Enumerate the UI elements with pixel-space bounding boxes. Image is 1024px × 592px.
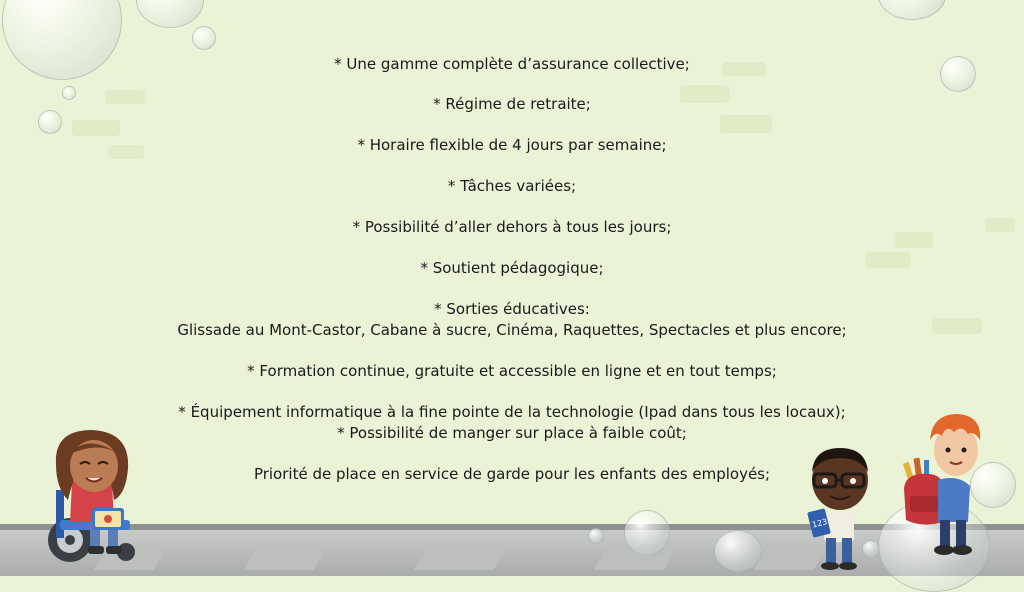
benefit-line: * Possibilité d’aller dehors à tous les jours; — [352, 218, 672, 236]
benefit-line: * Tâches variées; — [447, 177, 577, 195]
benefit-line: * Possibilité de manger sur place à faible coût; — [337, 424, 687, 442]
bubble-icon — [192, 26, 216, 50]
benefit-line: * Formation continue, gratuite et accessible en ligne et en tout temps; — [247, 362, 777, 380]
benefit-line: * Une gamme complète d’assurance collective; — [334, 55, 690, 73]
benefit-line: Glissade au Mont-Castor, Cabane à sucre, Cinéma, Raquettes, Spectacles et plus encore; — [177, 321, 847, 339]
boy-with-backpack-icon — [898, 410, 994, 560]
benefit-line: * Régime de retraite; — [433, 95, 591, 113]
benefit-line: Priorité de place en service de garde pour les enfants des employés; — [253, 465, 771, 483]
bubble-icon — [624, 510, 670, 556]
bubble-icon — [38, 110, 62, 134]
boy-with-book-icon — [800, 440, 880, 570]
girl-in-wheelchair-icon — [34, 424, 154, 566]
bubble-icon — [714, 530, 762, 572]
bubble-icon — [588, 528, 604, 544]
benefit-line: * Horaire flexible de 4 jours par semaine; — [357, 136, 667, 154]
svg-text:123: 123 — [811, 517, 829, 530]
benefit-line: * Soutient pédagogique; — [420, 259, 604, 277]
benefit-line: * Équipement informatique à la fine pointe de la technologie (Ipad dans tous les locaux); — [178, 403, 846, 421]
benefit-line: * Sorties éducatives: — [434, 300, 590, 318]
